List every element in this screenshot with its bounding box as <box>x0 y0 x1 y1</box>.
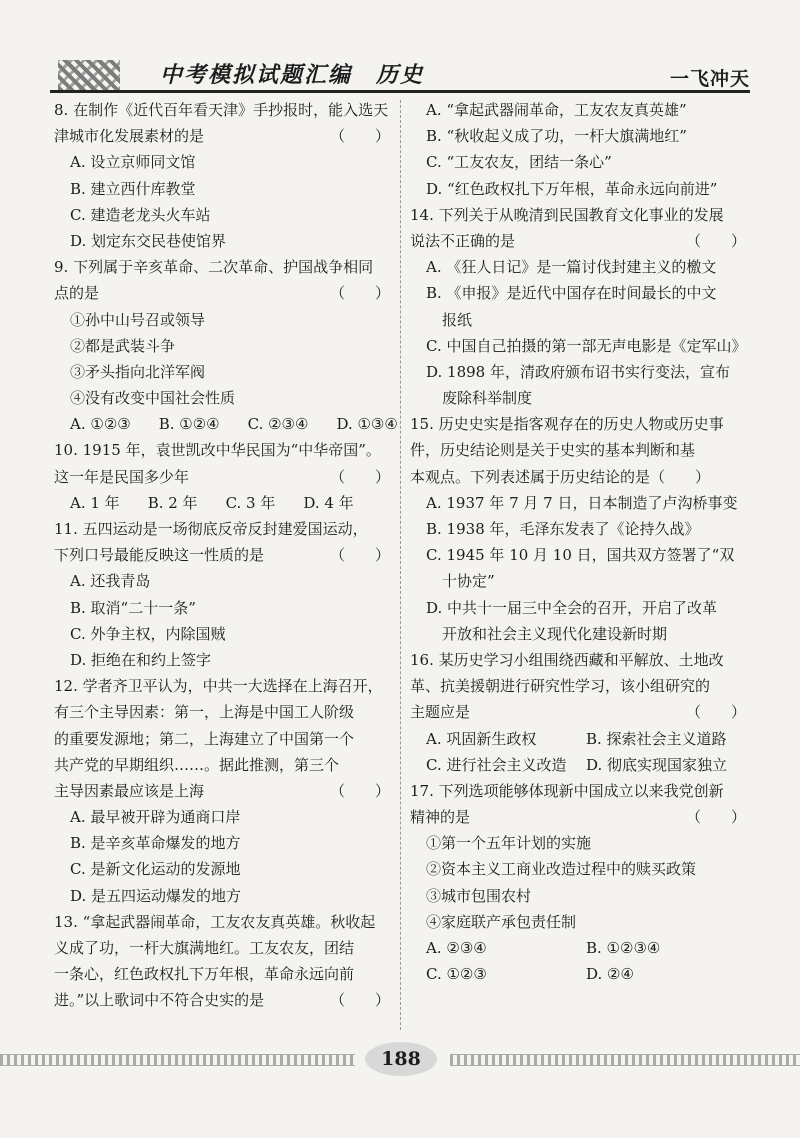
line-text: ②都是武装斗争 <box>70 336 176 355</box>
line-text: B. 1938 年，毛泽东发表了《论持久战》 <box>426 520 700 538</box>
brand-logo: 一飞冲天 <box>669 68 750 90</box>
line-text: D. 拒绝在和约上签字 <box>70 650 212 669</box>
text-line <box>410 830 750 856</box>
text-line <box>54 726 394 752</box>
text-line <box>54 464 394 490</box>
text-line <box>54 333 394 359</box>
text-line <box>410 97 750 123</box>
option-row <box>410 752 750 778</box>
text-line <box>54 595 394 621</box>
text-line <box>410 176 750 202</box>
page-number: 188 <box>365 1042 437 1076</box>
line-text: 14. 下列关于从晚清到民国教育文化事业的发展 <box>410 205 724 224</box>
line-text: D. 1898 年，清政府颁布诏书实行变法，宣布 <box>426 362 730 381</box>
text-line <box>54 673 394 699</box>
text-line <box>410 280 750 306</box>
line-text: A. “拿起武器闹革命，工友农友真英雄” <box>426 101 687 119</box>
text-line <box>54 123 394 149</box>
text-line <box>54 307 394 333</box>
line-text: 义成了功，一杆大旗满地红。工友农友，团结 <box>54 939 355 957</box>
text-line <box>54 752 394 778</box>
line-text: C. “工友农友，团结一条心” <box>426 153 612 172</box>
line-text: 报纸 <box>442 310 473 329</box>
line-text: 十协定” <box>442 572 495 591</box>
line-text: ③城市包围农村 <box>426 886 532 905</box>
option-row <box>410 935 750 961</box>
text-line <box>410 464 750 490</box>
line-text: 进。”以上歌词中不符合史实的是 <box>54 991 265 1010</box>
line-text: A. 《狂人日记》是一篇讨伐封建主义的檄文 <box>426 258 717 277</box>
text-line <box>410 411 750 437</box>
line-text: A. 1937 年 7 月 7 日，日本制造了卢沟桥事变 <box>426 493 738 512</box>
right-column <box>410 97 750 987</box>
text-line <box>54 228 394 254</box>
line-text: 说法不正确的是 <box>410 231 516 250</box>
text-line <box>54 909 394 935</box>
text-line <box>410 909 750 935</box>
page-header <box>50 56 750 92</box>
line-text: 一条心，红色政权扎下万年根，革命永远向前 <box>54 965 355 984</box>
answer-blank: （ ） <box>685 231 746 250</box>
text-line <box>54 961 394 987</box>
line-text: B. 取消“二十一条” <box>70 598 196 617</box>
text-line <box>410 307 750 333</box>
line-text: C. 外争主权，内除国贼 <box>70 624 226 643</box>
text-line <box>54 149 394 175</box>
text-line <box>54 699 394 725</box>
text-line <box>54 202 394 228</box>
option-item: D. ①③④ <box>336 415 398 434</box>
line-text: ④没有改变中国社会性质 <box>70 389 236 408</box>
line-text: 件，历史结论则是关于史实的基本判断和基 <box>410 441 696 460</box>
text-line <box>410 516 750 542</box>
line-text: 精神的是 <box>410 808 471 827</box>
answer-blank: （ ） <box>329 991 390 1010</box>
line-text: 11. 五四运动是一场彻底反帝反封建爱国运动， <box>54 520 368 538</box>
line-text: 本观点。下列表述属于历史结论的是（ ） <box>410 467 711 486</box>
line-text: B. 建立西什库教堂 <box>70 179 196 198</box>
option-item: B. 探索社会主义道路 <box>586 729 727 748</box>
text-line <box>410 333 750 359</box>
line-text: C. 1945 年 10 月 10 日，国共双方签署了“双 <box>426 546 735 565</box>
text-line <box>54 542 394 568</box>
text-line <box>410 778 750 804</box>
page-footer <box>0 1042 800 1078</box>
line-text: A. 最早被开辟为通商口岸 <box>70 808 241 827</box>
text-line <box>54 883 394 909</box>
text-line <box>410 149 750 175</box>
text-line <box>54 621 394 647</box>
option-item: A. 巩固新生政权 <box>426 729 537 748</box>
line-text: 15. 历史史实是指客观存在的历史人物或历史事 <box>410 415 724 434</box>
text-line <box>410 673 750 699</box>
text-line <box>54 804 394 830</box>
text-line <box>54 935 394 961</box>
text-line <box>410 883 750 909</box>
option-item: C. 3 年 <box>225 493 276 512</box>
answer-blank: （ ） <box>329 284 390 303</box>
line-text: 点的是 <box>54 284 100 303</box>
line-text: 8. 在制作《近代百年看天津》手抄报时，能入选天 <box>54 101 389 119</box>
answer-blank: （ ） <box>329 467 390 486</box>
text-line <box>54 280 394 306</box>
text-line <box>54 359 394 385</box>
text-line <box>54 254 394 280</box>
option-row <box>54 411 398 437</box>
line-text: A. 设立京师同文馆 <box>70 153 196 172</box>
line-text: 9. 下列属于辛亥革命、二次革命、护国战争相同 <box>54 258 374 277</box>
text-line <box>54 778 394 804</box>
line-text: D. “红色政权扎下万年根，革命永远向前进” <box>426 179 718 198</box>
line-text: 主题应是 <box>410 703 471 722</box>
line-text: D. 是五四运动爆发的地方 <box>70 886 242 905</box>
text-line <box>410 123 750 149</box>
line-text: 这一年是民国多少年 <box>54 467 190 486</box>
text-line <box>410 856 750 882</box>
text-line <box>54 647 394 673</box>
option-item: A. ①②③ <box>70 415 131 434</box>
left-column <box>54 97 398 1014</box>
option-item: C. 进行社会主义改造 <box>426 755 567 774</box>
line-text: 有三个主导因素：第一，上海是中国工人阶级 <box>54 703 355 722</box>
text-line <box>54 830 394 856</box>
line-text: B. “秋收起义成了功，一杆大旗满地红” <box>426 127 687 146</box>
text-line <box>410 254 750 280</box>
footer-band-right <box>450 1054 800 1066</box>
text-line <box>54 856 394 882</box>
option-item: A. ②③④ <box>426 939 487 957</box>
line-text: ①孙中山号召或领导 <box>70 310 206 329</box>
option-row <box>410 726 750 752</box>
text-line <box>410 647 750 673</box>
option-item: B. 2 年 <box>147 493 198 512</box>
answer-blank: （ ） <box>329 546 390 565</box>
line-text: B. 《申报》是近代中国存在时间最长的中文 <box>426 284 717 303</box>
line-text: C. 中国自己拍摄的第一部无声电影是《定军山》 <box>426 336 747 355</box>
option-item: B. ①②③④ <box>586 939 661 957</box>
answer-blank: （ ） <box>685 808 746 827</box>
line-text: D. 中共十一届三中全会的召开，开启了改革 <box>426 598 718 617</box>
text-line <box>410 202 750 228</box>
text-line <box>410 385 750 411</box>
text-line <box>54 437 394 463</box>
text-line <box>410 490 750 516</box>
answer-blank: （ ） <box>329 127 390 146</box>
option-item: D. 彻底实现国家独立 <box>586 755 728 774</box>
option-item: A. 1 年 <box>70 493 120 512</box>
line-text: ④家庭联产承包责任制 <box>426 912 577 931</box>
text-line <box>410 804 750 830</box>
answer-blank: （ ） <box>685 703 746 722</box>
line-text: 10. 1915 年，袁世凯改中华民国为“中华帝国”。 <box>54 441 381 460</box>
line-text: 共产党的早期组织……。据此推测，第三个 <box>54 755 340 774</box>
text-line <box>410 568 750 594</box>
text-line <box>54 176 394 202</box>
text-line <box>410 621 750 647</box>
text-line <box>410 228 750 254</box>
line-text: 津城市化发展素材的是 <box>54 127 205 146</box>
line-text: C. 建造老龙头火车站 <box>70 205 211 224</box>
line-text: 下列口号最能反映这一性质的是 <box>54 546 265 565</box>
text-line <box>410 595 750 621</box>
line-text: 废除科举制度 <box>442 389 533 408</box>
text-line <box>54 516 394 542</box>
column-divider <box>400 100 401 1030</box>
header-rule <box>50 90 750 93</box>
option-item: D. 4 年 <box>303 493 354 512</box>
book-title: 中考模拟试题汇编 历史 <box>160 62 425 88</box>
header-pattern-icon <box>58 60 120 90</box>
line-text: 的重要发源地；第二，上海建立了中国第一个 <box>54 729 355 748</box>
line-text: D. 划定东交民巷使馆界 <box>70 231 227 250</box>
text-line <box>54 385 394 411</box>
line-text: ③矛头指向北洋军阀 <box>70 362 206 381</box>
option-row <box>410 961 750 987</box>
line-text: 13. “拿起武器闹革命，工友农友真英雄。秋收起 <box>54 912 376 931</box>
line-text: B. 是辛亥革命爆发的地方 <box>70 834 241 853</box>
line-text: C. 是新文化运动的发源地 <box>70 860 241 879</box>
option-item: C. ①②③ <box>426 965 487 984</box>
text-line <box>54 568 394 594</box>
line-text: ②资本主义工商业改造过程中的赎买政策 <box>426 860 697 879</box>
text-line <box>410 542 750 568</box>
text-line <box>54 987 394 1013</box>
line-text: 革、抗美援朝进行研究性学习，该小组研究的 <box>410 677 711 696</box>
answer-blank: （ ） <box>329 781 390 800</box>
line-text: ①第一个五年计划的实施 <box>426 834 592 853</box>
option-item: B. ①②④ <box>158 415 220 434</box>
line-text: 主导因素最应该是上海 <box>54 781 205 800</box>
line-text: A. 还我青岛 <box>70 572 151 591</box>
text-line <box>410 437 750 463</box>
option-item: D. ②④ <box>586 965 634 984</box>
line-text: 12. 学者齐卫平认为，中共一大选择在上海召开， <box>54 677 383 696</box>
option-item: C. ②③④ <box>247 415 309 434</box>
text-line <box>410 359 750 385</box>
text-line <box>54 97 394 123</box>
option-row <box>54 490 394 516</box>
line-text: 开放和社会主义现代化建设新时期 <box>442 624 668 643</box>
text-line <box>410 699 750 725</box>
line-text: 16. 某历史学习小组围绕西藏和平解放、土地改 <box>410 650 724 669</box>
line-text: 17. 下列选项能够体现新中国成立以来我党创新 <box>410 781 724 800</box>
footer-band-left <box>0 1054 355 1066</box>
